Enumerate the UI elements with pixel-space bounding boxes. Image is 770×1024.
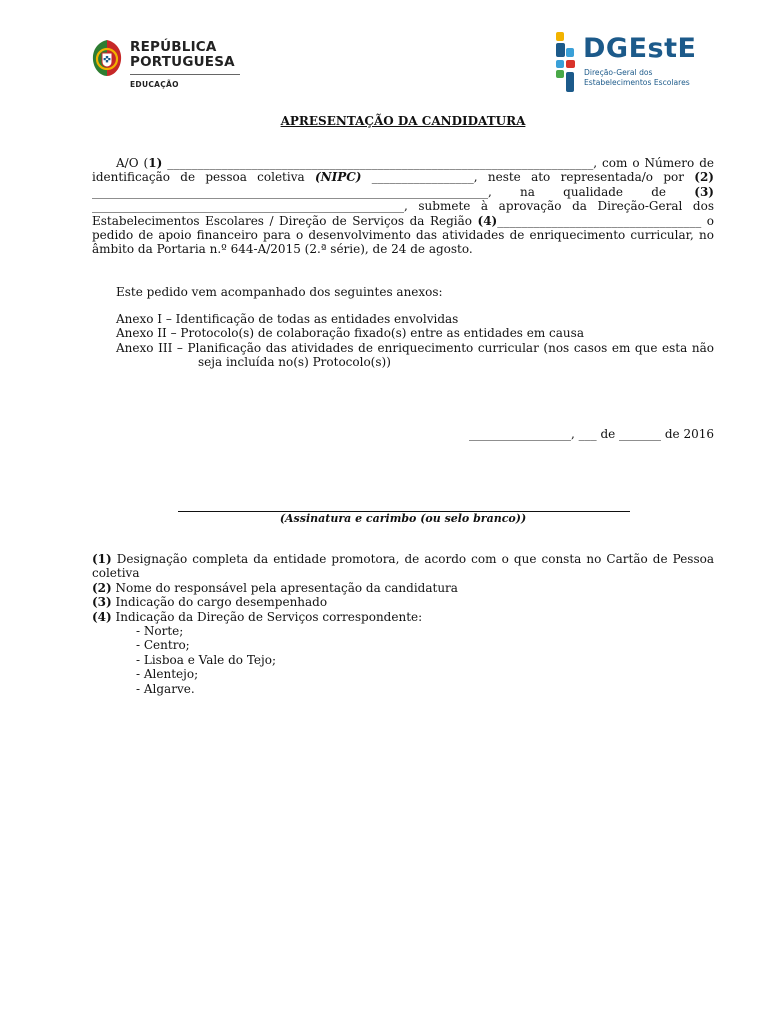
footnote-text: Nome do responsável pela apresentação da candidatura: [111, 580, 458, 595]
anexos-intro-text: Este pedido vem acompanhado dos seguintes anexos:: [116, 285, 443, 299]
footnote-text: Designação completa da entidade promotora, de acordo com o que consta no Cartão de Pessoa coletiva: [92, 552, 714, 581]
footnote-number: (2): [92, 580, 112, 595]
para-text-5: ____________________________________________________, submete à aprovação da Direção-Geral dos Estabelecimentos Escolares / Direção de Serviços da Região: [92, 199, 714, 228]
footnotes: [92, 552, 714, 696]
region-item: - Lisboa e Vale do Tejo;: [136, 652, 276, 667]
logo-name-line1: REPÚBLICA: [130, 39, 217, 55]
list-item: Anexo III – Planificação das atividades de enriquecimento curricular (nos casos em que esta não seja incluída no(s) Protocolo(s)): [116, 340, 714, 370]
region-item: - Norte;: [136, 624, 184, 639]
republica-portuguesa-logo: [90, 38, 250, 94]
dgeste-blocks-icon: [554, 32, 580, 96]
region-item: - Centro;: [136, 638, 190, 653]
para-text-6: __________________________________ o pedido de apoio financeiro para o desenvolvimento das atividades de enriquecimento curricular, no âmbito da Portaria n.º 644-A/2015 (2.ª série), de 24 de agosto.: [92, 213, 714, 257]
footnote-item: [92, 552, 714, 581]
para-text-4: __________________________________________________________________, na qualidade de: [92, 184, 695, 199]
footnote-text: Indicação da Direção de Serviços correspondente:: [111, 609, 423, 624]
ref-3: (3): [694, 184, 714, 199]
ref-4: (4): [477, 213, 498, 228]
footnote-number: (1): [92, 552, 112, 566]
ref-2: (2): [694, 170, 714, 185]
document-title: APRESENTAÇÃO DA CANDIDATURA: [280, 114, 526, 128]
candidature-paragraph: [92, 156, 714, 257]
date-line: _________________, ___ de _______ de 2016: [469, 427, 714, 441]
anexos-intro: [92, 285, 714, 299]
dgeste-logo: [554, 32, 724, 96]
footnote-number: (3): [92, 595, 112, 610]
para-text-3: _________________, neste ato representada/o por: [361, 170, 695, 185]
dgeste-subtitle-line2: Estabelecimentos Escolares: [584, 78, 690, 87]
logo-subtitle-educacao: EDUCAÇÃO: [130, 80, 179, 89]
footnote-text: Indicação do cargo desempenhado: [111, 595, 328, 610]
region-item: - Alentejo;: [136, 667, 199, 682]
para-text-1: A/O (: [116, 156, 149, 170]
logo-divider: [130, 74, 240, 75]
region-item: - Algarve.: [136, 681, 195, 696]
logo-name-line2: PORTUGUESA: [130, 54, 235, 70]
footnote-number: (4): [92, 609, 112, 624]
para-text-2: _______________________________________________________________________, com o Número de identificação de pessoa coletiva: [92, 156, 714, 185]
portuguese-emblem-icon: [90, 38, 124, 78]
list-item: Anexo I – Identificação de todas as entidades envolvidas: [116, 312, 459, 326]
footnote-item: [92, 581, 714, 595]
republica-portuguesa-wordmark: [130, 40, 235, 70]
footnote-item: [92, 610, 714, 624]
anexos-list: [116, 312, 714, 370]
dgeste-wordmark: DGEstE: [583, 33, 697, 64]
list-item: Anexo II – Protocolo(s) de colaboração fixado(s) entre as entidades em causa: [116, 326, 584, 341]
ref-1: 1): [148, 156, 163, 170]
signature-label: (Assinatura e carimbo (ou selo branco)): [279, 512, 527, 525]
nipc-label: (NIPC): [314, 170, 362, 185]
footnote-item: [92, 595, 714, 609]
dgeste-subtitle-line1: Direção-Geral dos: [584, 68, 653, 77]
dgeste-subtitle: [584, 68, 690, 88]
